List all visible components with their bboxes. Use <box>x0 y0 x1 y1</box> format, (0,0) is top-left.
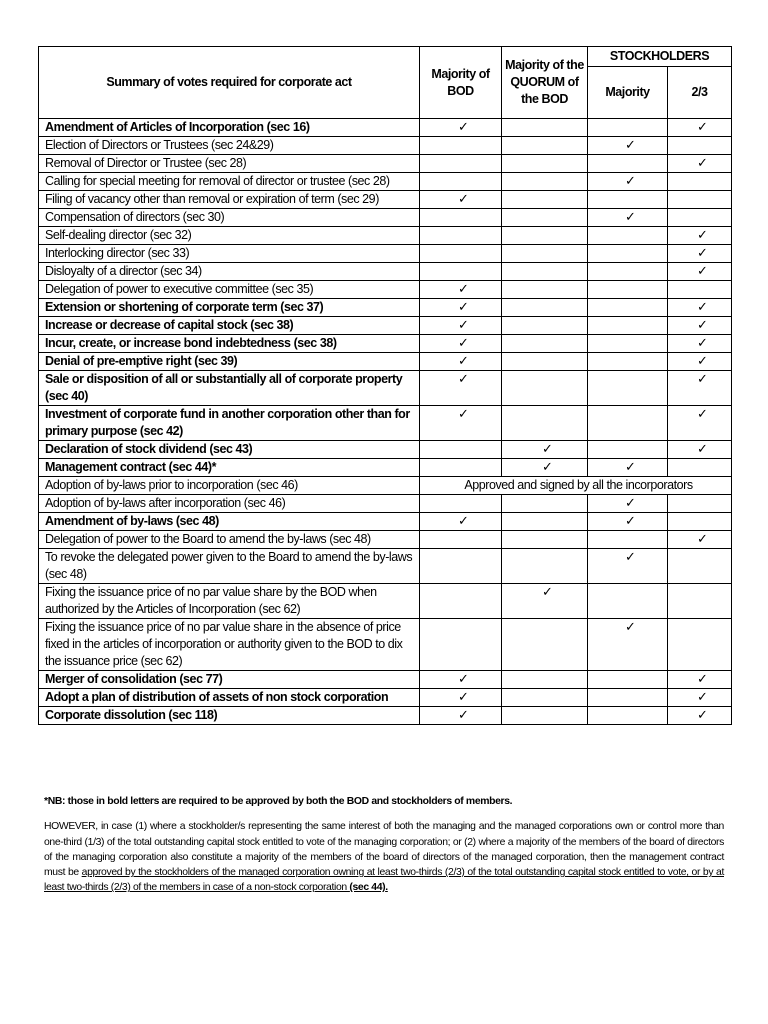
row-act-label: Amendment of Articles of Incorporation (sec 16) <box>39 119 420 137</box>
row-act-label: Delegation of power to the Board to amend the by-laws (sec 48) <box>39 531 420 549</box>
cell-majority <box>588 406 668 441</box>
table-body <box>39 119 732 725</box>
management-contract-note <box>44 819 724 895</box>
cell-majority <box>588 137 668 155</box>
check-mark-icon: ✓ <box>697 336 708 351</box>
check-mark-icon: ✓ <box>697 246 708 261</box>
cell-bod <box>420 707 502 725</box>
table-row <box>39 299 732 317</box>
check-mark-icon: ✓ <box>458 514 469 529</box>
cell-bod <box>420 245 502 263</box>
check-mark-icon: ✓ <box>697 442 708 457</box>
check-mark-icon: ✓ <box>458 708 469 723</box>
header-stockholders-majority: Majority <box>588 67 668 119</box>
header-stockholders-two-thirds: 2/3 <box>668 67 732 119</box>
cell-two-thirds <box>668 353 732 371</box>
check-mark-icon: ✓ <box>697 690 708 705</box>
table-row <box>39 441 732 459</box>
cell-bod <box>420 173 502 191</box>
cell-two-thirds <box>668 707 732 725</box>
table-row <box>39 495 732 513</box>
cell-bod <box>420 119 502 137</box>
cell-majority <box>588 707 668 725</box>
check-mark-icon: ✓ <box>458 192 469 207</box>
row-act-label: Removal of Director or Trustee (sec 28) <box>39 155 420 173</box>
cell-two-thirds <box>668 281 732 299</box>
check-mark-icon: ✓ <box>697 120 708 135</box>
table-row <box>39 549 732 584</box>
row-act-label: Compensation of directors (sec 30) <box>39 209 420 227</box>
cell-majority <box>588 209 668 227</box>
check-mark-icon: ✓ <box>458 672 469 687</box>
table-row <box>39 317 732 335</box>
cell-two-thirds <box>668 191 732 209</box>
cell-quorum <box>502 459 588 477</box>
cell-two-thirds <box>668 245 732 263</box>
cell-quorum <box>502 173 588 191</box>
check-mark-icon: ✓ <box>697 372 708 387</box>
cell-quorum <box>502 371 588 406</box>
cell-quorum <box>502 263 588 281</box>
cell-majority <box>588 459 668 477</box>
note-end: . <box>385 882 388 894</box>
cell-quorum <box>502 406 588 441</box>
cell-bod <box>420 689 502 707</box>
check-mark-icon: ✓ <box>458 318 469 333</box>
cell-bod <box>420 671 502 689</box>
header-act: Summary of votes required for corporate act <box>39 47 420 119</box>
cell-majority <box>588 549 668 584</box>
check-mark-icon: ✓ <box>458 354 469 369</box>
table-row <box>39 459 732 477</box>
check-mark-icon: ✓ <box>625 460 636 475</box>
check-mark-icon: ✓ <box>625 620 636 635</box>
cell-majority <box>588 495 668 513</box>
table-row <box>39 155 732 173</box>
cell-two-thirds <box>668 671 732 689</box>
cell-bod <box>420 299 502 317</box>
table-row <box>39 245 732 263</box>
cell-majority <box>588 173 668 191</box>
check-mark-icon: ✓ <box>625 514 636 529</box>
check-mark-icon: ✓ <box>625 210 636 225</box>
check-mark-icon: ✓ <box>458 407 469 422</box>
cell-quorum <box>502 531 588 549</box>
check-mark-icon: ✓ <box>458 372 469 387</box>
table-row <box>39 119 732 137</box>
cell-bod <box>420 317 502 335</box>
table-row <box>39 371 732 406</box>
check-mark-icon: ✓ <box>697 318 708 333</box>
table-row <box>39 671 732 689</box>
cell-bod <box>420 549 502 584</box>
cell-quorum <box>502 227 588 245</box>
row-act-label: Investment of corporate fund in another corporation other than for primary purpose (sec 42) <box>39 406 420 441</box>
cell-two-thirds <box>668 137 732 155</box>
cell-quorum <box>502 209 588 227</box>
cell-bod <box>420 263 502 281</box>
cell-bod <box>420 335 502 353</box>
cell-two-thirds <box>668 495 732 513</box>
cell-majority <box>588 353 668 371</box>
row-act-label: Fixing the issuance price of no par value share by the BOD when authorized by the Articles of Incorporation (sec 62) <box>39 584 420 619</box>
check-mark-icon: ✓ <box>625 496 636 511</box>
cell-bod <box>420 137 502 155</box>
row-act-label: Election of Directors or Trustees (sec 24&29) <box>39 137 420 155</box>
cell-two-thirds <box>668 317 732 335</box>
header-stockholders: STOCKHOLDERS <box>588 47 732 67</box>
table-row <box>39 137 732 155</box>
row-act-label: Calling for special meeting for removal of director or trustee (sec 28) <box>39 173 420 191</box>
table-row <box>39 513 732 531</box>
cell-bod <box>420 191 502 209</box>
table-row <box>39 707 732 725</box>
note-underlined-text: approved by the stockholders of the managed corporation owning at least two-thirds (2/3) of the total outstanding capital stock entitled to vote, or by at least two-thirds (2/3) of the members in case of a non-stock corporation <box>44 867 724 894</box>
cell-two-thirds <box>668 531 732 549</box>
cell-two-thirds <box>668 299 732 317</box>
cell-majority <box>588 584 668 619</box>
cell-majority <box>588 281 668 299</box>
table-row <box>39 584 732 619</box>
cell-bod <box>420 441 502 459</box>
cell-quorum <box>502 689 588 707</box>
cell-bod <box>420 459 502 477</box>
cell-majority <box>588 619 668 671</box>
cell-two-thirds <box>668 119 732 137</box>
table-row <box>39 209 732 227</box>
table-row <box>39 173 732 191</box>
row-act-label: Merger of consolidation (sec 77) <box>39 671 420 689</box>
table-row <box>39 335 732 353</box>
row-act-label: Corporate dissolution (sec 118) <box>39 707 420 725</box>
cell-quorum <box>502 671 588 689</box>
cell-majority <box>588 531 668 549</box>
cell-quorum <box>502 335 588 353</box>
note-text: HOWEVER, in case (1) where a stockholder/s representing the same interest of both the managing and the managed corporations own or control more than one-third (1/3) of the total outstanding capital stock entitled to vote of the managing corporation; or (2) where a majority of the members of the board of directors of the managing corporation also constitute a majority of the members of the board of directors of the managed corporation, then the management contract must be <box>44 821 724 879</box>
table-row <box>39 353 732 371</box>
cell-majority <box>588 513 668 531</box>
cell-quorum <box>502 441 588 459</box>
table-row <box>39 227 732 245</box>
cell-two-thirds <box>668 441 732 459</box>
cell-quorum <box>502 299 588 317</box>
cell-two-thirds <box>668 173 732 191</box>
check-mark-icon: ✓ <box>697 708 708 723</box>
check-mark-icon: ✓ <box>625 550 636 565</box>
cell-two-thirds <box>668 584 732 619</box>
row-act-label: Increase or decrease of capital stock (sec 38) <box>39 317 420 335</box>
cell-two-thirds <box>668 513 732 531</box>
row-act-label: Fixing the issuance price of no par value share in the absence of price fixed in the articles of incorporation or authority given to the BOD to dix the issuance price (sec 62) <box>39 619 420 671</box>
table-row <box>39 406 732 441</box>
cell-majority <box>588 155 668 173</box>
cell-two-thirds <box>668 227 732 245</box>
check-mark-icon: ✓ <box>697 156 708 171</box>
cell-majority <box>588 371 668 406</box>
cell-two-thirds <box>668 619 732 671</box>
row-act-label: Adoption of by-laws after incorporation (sec 46) <box>39 495 420 513</box>
cell-majority <box>588 245 668 263</box>
table-row <box>39 477 732 495</box>
cell-majority <box>588 441 668 459</box>
cell-majority <box>588 119 668 137</box>
header-majority-bod: Majority of BOD <box>420 47 502 119</box>
row-act-label: Amendment of by-laws (sec 48) <box>39 513 420 531</box>
cell-bod <box>420 209 502 227</box>
cell-two-thirds <box>668 209 732 227</box>
cell-quorum <box>502 353 588 371</box>
check-mark-icon: ✓ <box>542 460 553 475</box>
table-row <box>39 531 732 549</box>
row-act-label: Incur, create, or increase bond indebtedness (sec 38) <box>39 335 420 353</box>
row-act-label: Management contract (sec 44)* <box>39 459 420 477</box>
cell-two-thirds <box>668 155 732 173</box>
cell-bod <box>420 155 502 173</box>
row-act-label: To revoke the delegated power given to the Board to amend the by-laws (sec 48) <box>39 549 420 584</box>
row-act-label: Delegation of power to executive committee (sec 35) <box>39 281 420 299</box>
check-mark-icon: ✓ <box>697 672 708 687</box>
cell-bod <box>420 584 502 619</box>
cell-majority <box>588 689 668 707</box>
row-merged-note: Approved and signed by all the incorporators <box>420 477 732 495</box>
row-act-label: Declaration of stock dividend (sec 43) <box>39 441 420 459</box>
cell-majority <box>588 299 668 317</box>
check-mark-icon: ✓ <box>697 300 708 315</box>
cell-two-thirds <box>668 689 732 707</box>
cell-majority <box>588 263 668 281</box>
cell-quorum <box>502 707 588 725</box>
check-mark-icon: ✓ <box>458 120 469 135</box>
row-act-label: Extension or shortening of corporate term (sec 37) <box>39 299 420 317</box>
cell-majority <box>588 317 668 335</box>
votes-summary-table <box>38 46 732 725</box>
cell-bod <box>420 371 502 406</box>
cell-quorum <box>502 119 588 137</box>
check-mark-icon: ✓ <box>542 442 553 457</box>
cell-two-thirds <box>668 549 732 584</box>
cell-quorum <box>502 495 588 513</box>
check-mark-icon: ✓ <box>697 532 708 547</box>
check-mark-icon: ✓ <box>625 174 636 189</box>
cell-quorum <box>502 281 588 299</box>
cell-bod <box>420 495 502 513</box>
check-mark-icon: ✓ <box>458 336 469 351</box>
cell-quorum <box>502 191 588 209</box>
check-mark-icon: ✓ <box>542 585 553 600</box>
cell-quorum <box>502 155 588 173</box>
nb-note: *NB: those in bold letters are required to be approved by both the BOD and stockholders of members. <box>44 796 513 807</box>
table-row <box>39 191 732 209</box>
cell-two-thirds <box>668 406 732 441</box>
cell-quorum <box>502 619 588 671</box>
table-row <box>39 263 732 281</box>
cell-bod <box>420 353 502 371</box>
check-mark-icon: ✓ <box>458 282 469 297</box>
table-row <box>39 281 732 299</box>
row-act-label: Interlocking director (sec 33) <box>39 245 420 263</box>
cell-majority <box>588 671 668 689</box>
cell-two-thirds <box>668 371 732 406</box>
row-act-label: Adoption of by-laws prior to incorporation (sec 46) <box>39 477 420 495</box>
check-mark-icon: ✓ <box>697 228 708 243</box>
table-row <box>39 689 732 707</box>
cell-quorum <box>502 245 588 263</box>
cell-majority <box>588 191 668 209</box>
cell-quorum <box>502 513 588 531</box>
cell-bod <box>420 513 502 531</box>
cell-majority <box>588 227 668 245</box>
check-mark-icon: ✓ <box>697 264 708 279</box>
row-act-label: Sale or disposition of all or substantially all of corporate property (sec 40) <box>39 371 420 406</box>
cell-quorum <box>502 137 588 155</box>
check-mark-icon: ✓ <box>697 354 708 369</box>
check-mark-icon: ✓ <box>625 138 636 153</box>
cell-quorum <box>502 584 588 619</box>
cell-two-thirds <box>668 335 732 353</box>
cell-two-thirds <box>668 263 732 281</box>
document-page <box>38 46 731 725</box>
cell-bod <box>420 227 502 245</box>
row-act-label: Disloyalty of a director (sec 34) <box>39 263 420 281</box>
cell-bod <box>420 406 502 441</box>
note-section-ref: (sec 44) <box>349 882 386 894</box>
cell-majority <box>588 335 668 353</box>
cell-bod <box>420 531 502 549</box>
cell-bod <box>420 619 502 671</box>
check-mark-icon: ✓ <box>697 407 708 422</box>
check-mark-icon: ✓ <box>458 690 469 705</box>
row-act-label: Adopt a plan of distribution of assets of non stock corporation <box>39 689 420 707</box>
notes <box>44 794 724 896</box>
cell-two-thirds <box>668 459 732 477</box>
row-act-label: Filing of vacancy other than removal or expiration of term (sec 29) <box>39 191 420 209</box>
check-mark-icon: ✓ <box>458 300 469 315</box>
cell-quorum <box>502 549 588 584</box>
cell-bod <box>420 281 502 299</box>
header-majority-quorum: Majority of the QUORUM of the BOD <box>502 47 588 119</box>
cell-quorum <box>502 317 588 335</box>
row-act-label: Self-dealing director (sec 32) <box>39 227 420 245</box>
table-row <box>39 619 732 671</box>
row-act-label: Denial of pre-emptive right (sec 39) <box>39 353 420 371</box>
